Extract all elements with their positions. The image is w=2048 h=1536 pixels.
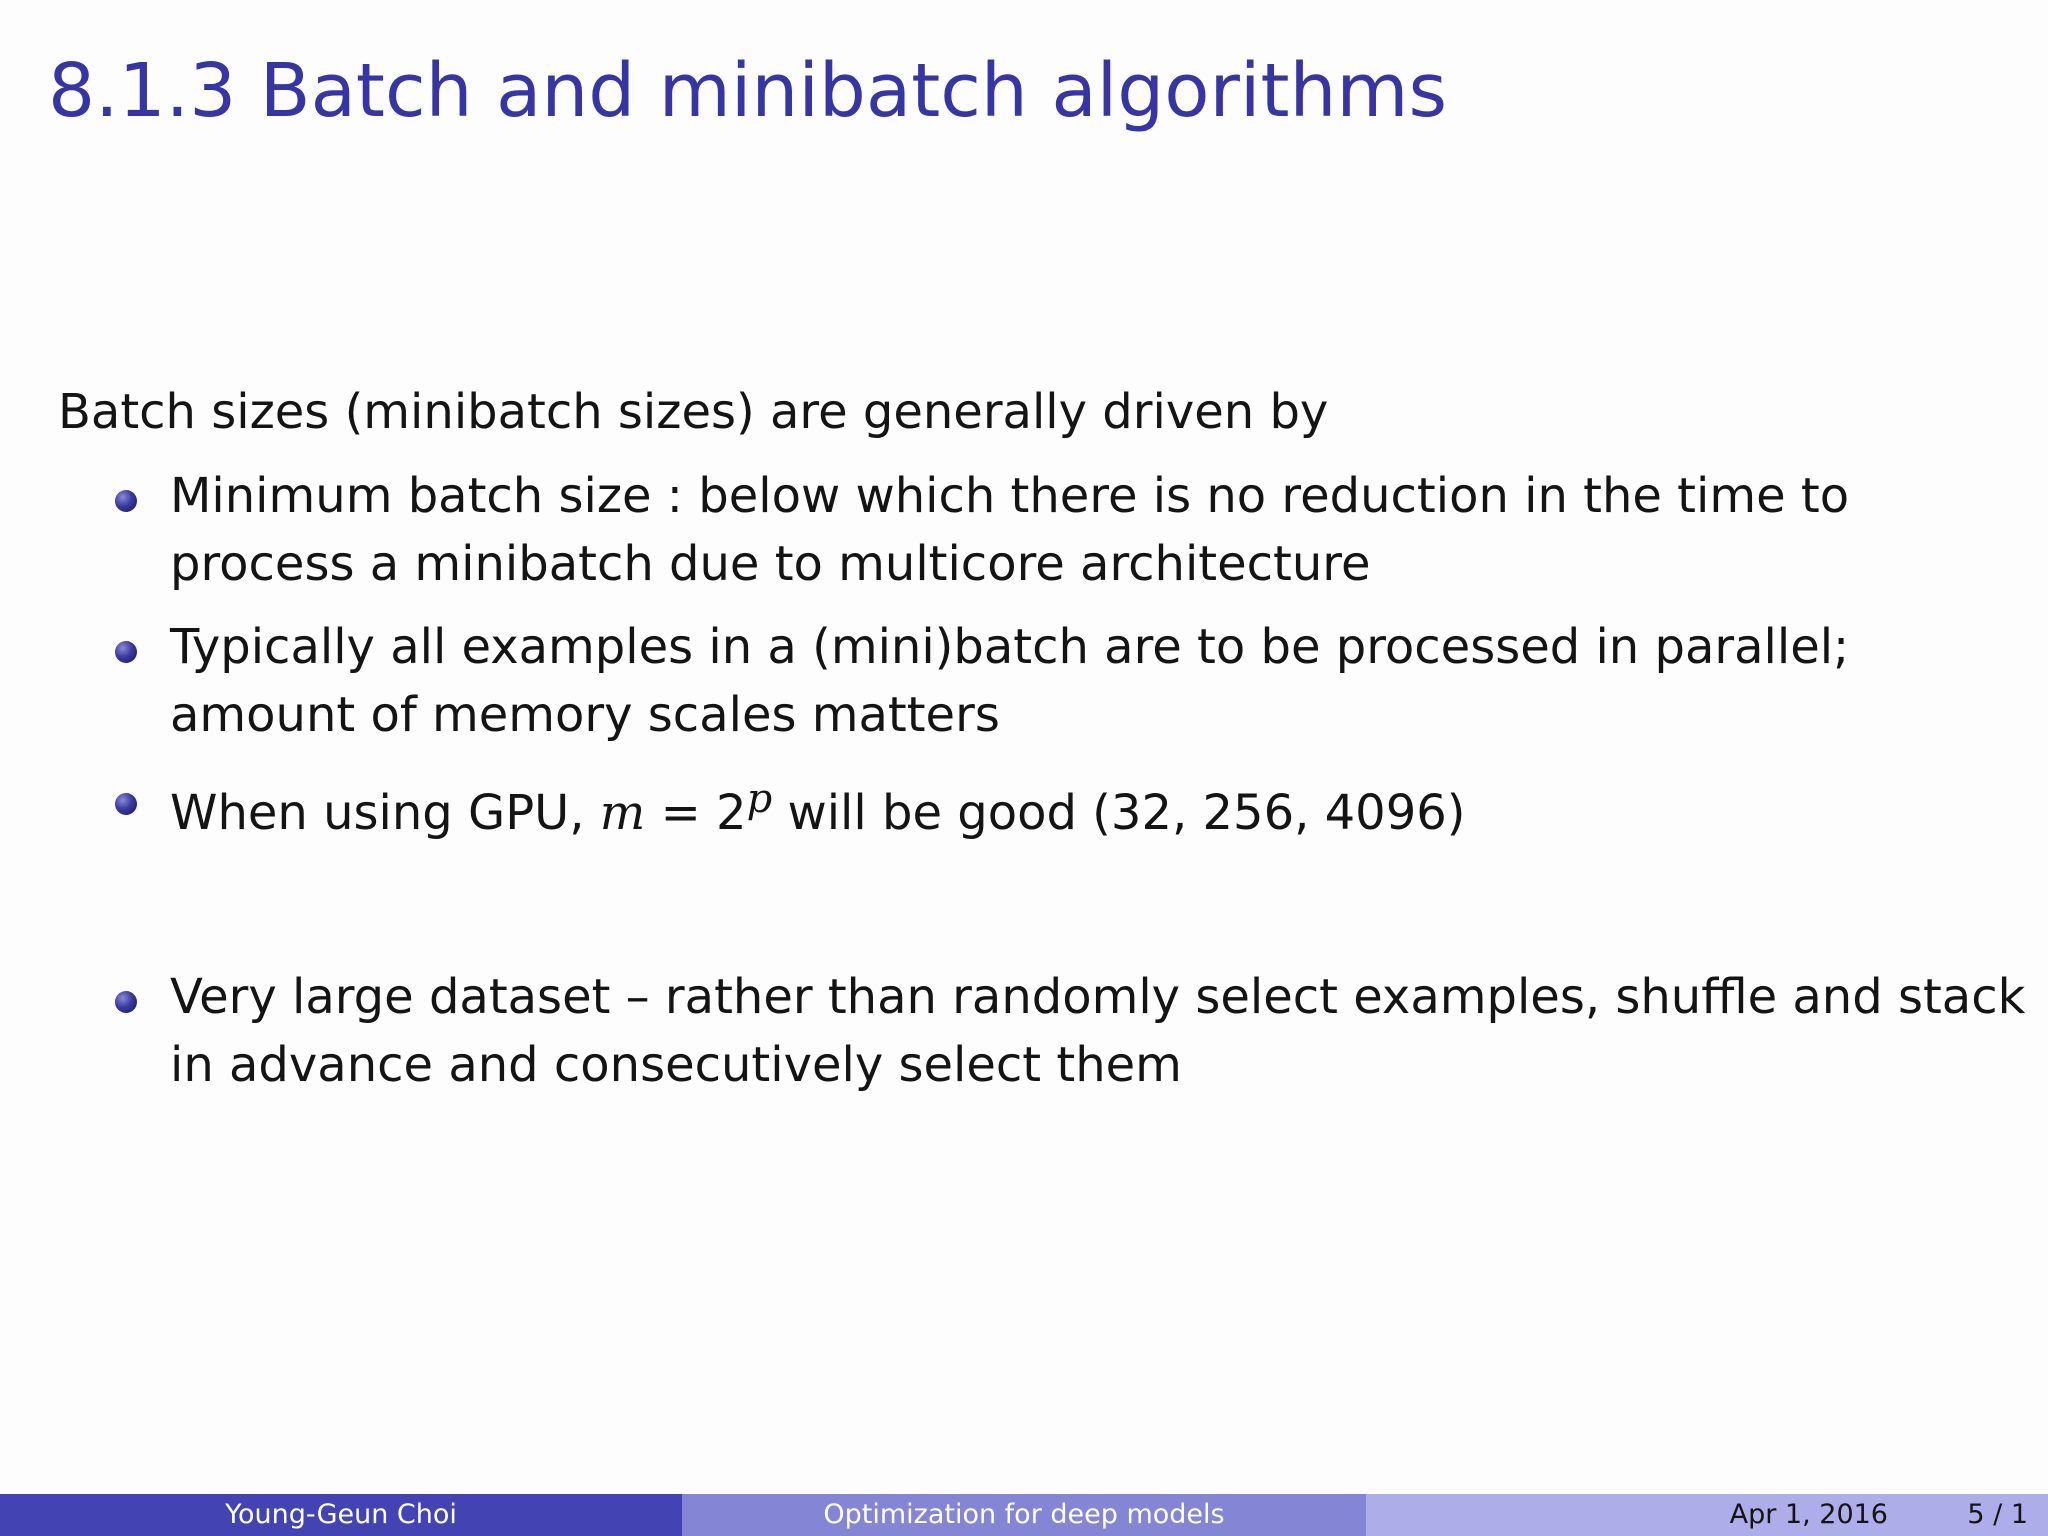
bullet-line — [170, 765, 1466, 847]
bullet-icon — [115, 490, 137, 512]
bullet-suffix: will be good (32, 256, 4096) — [772, 785, 1466, 841]
bullet-line: process a minibatch due to multicore architecture — [170, 536, 1371, 592]
bullet-prefix: When using GPU, — [170, 785, 600, 841]
bullet-line: Minimum batch size : below which there is no reduction in the time to — [170, 468, 1850, 524]
footer-author: Young-Geun Choi — [0, 1494, 682, 1536]
bullet-line: amount of memory scales matters — [170, 687, 1000, 743]
bullet-icon — [115, 793, 137, 815]
math-variable: m — [599, 785, 646, 841]
footer-date-section — [1366, 1494, 2048, 1536]
slide-title: 8.1.3 Batch and minibatch algorithms — [48, 48, 1448, 134]
footer-bar — [0, 1494, 2048, 1536]
math-exponent: p — [746, 776, 773, 822]
bullet-icon — [115, 991, 137, 1013]
footer-talk-title: Optimization for deep models — [682, 1494, 1366, 1536]
bullet-line: Very large dataset – rather than randomly select examples, shuffle and stack — [170, 969, 2026, 1025]
bullet-line: in advance and consecutively select them — [170, 1037, 1182, 1093]
footer-page-number: 5 / 1 — [1967, 1499, 2028, 1530]
math-equation: = 2 — [645, 785, 747, 841]
intro-text: Batch sizes (minibatch sizes) are generally driven by — [58, 384, 1329, 440]
bullet-line: Typically all examples in a (mini)batch are to be processed in parallel; — [170, 619, 1850, 675]
bullet-icon — [115, 641, 137, 663]
footer-date: Apr 1, 2016 — [1729, 1499, 1888, 1530]
